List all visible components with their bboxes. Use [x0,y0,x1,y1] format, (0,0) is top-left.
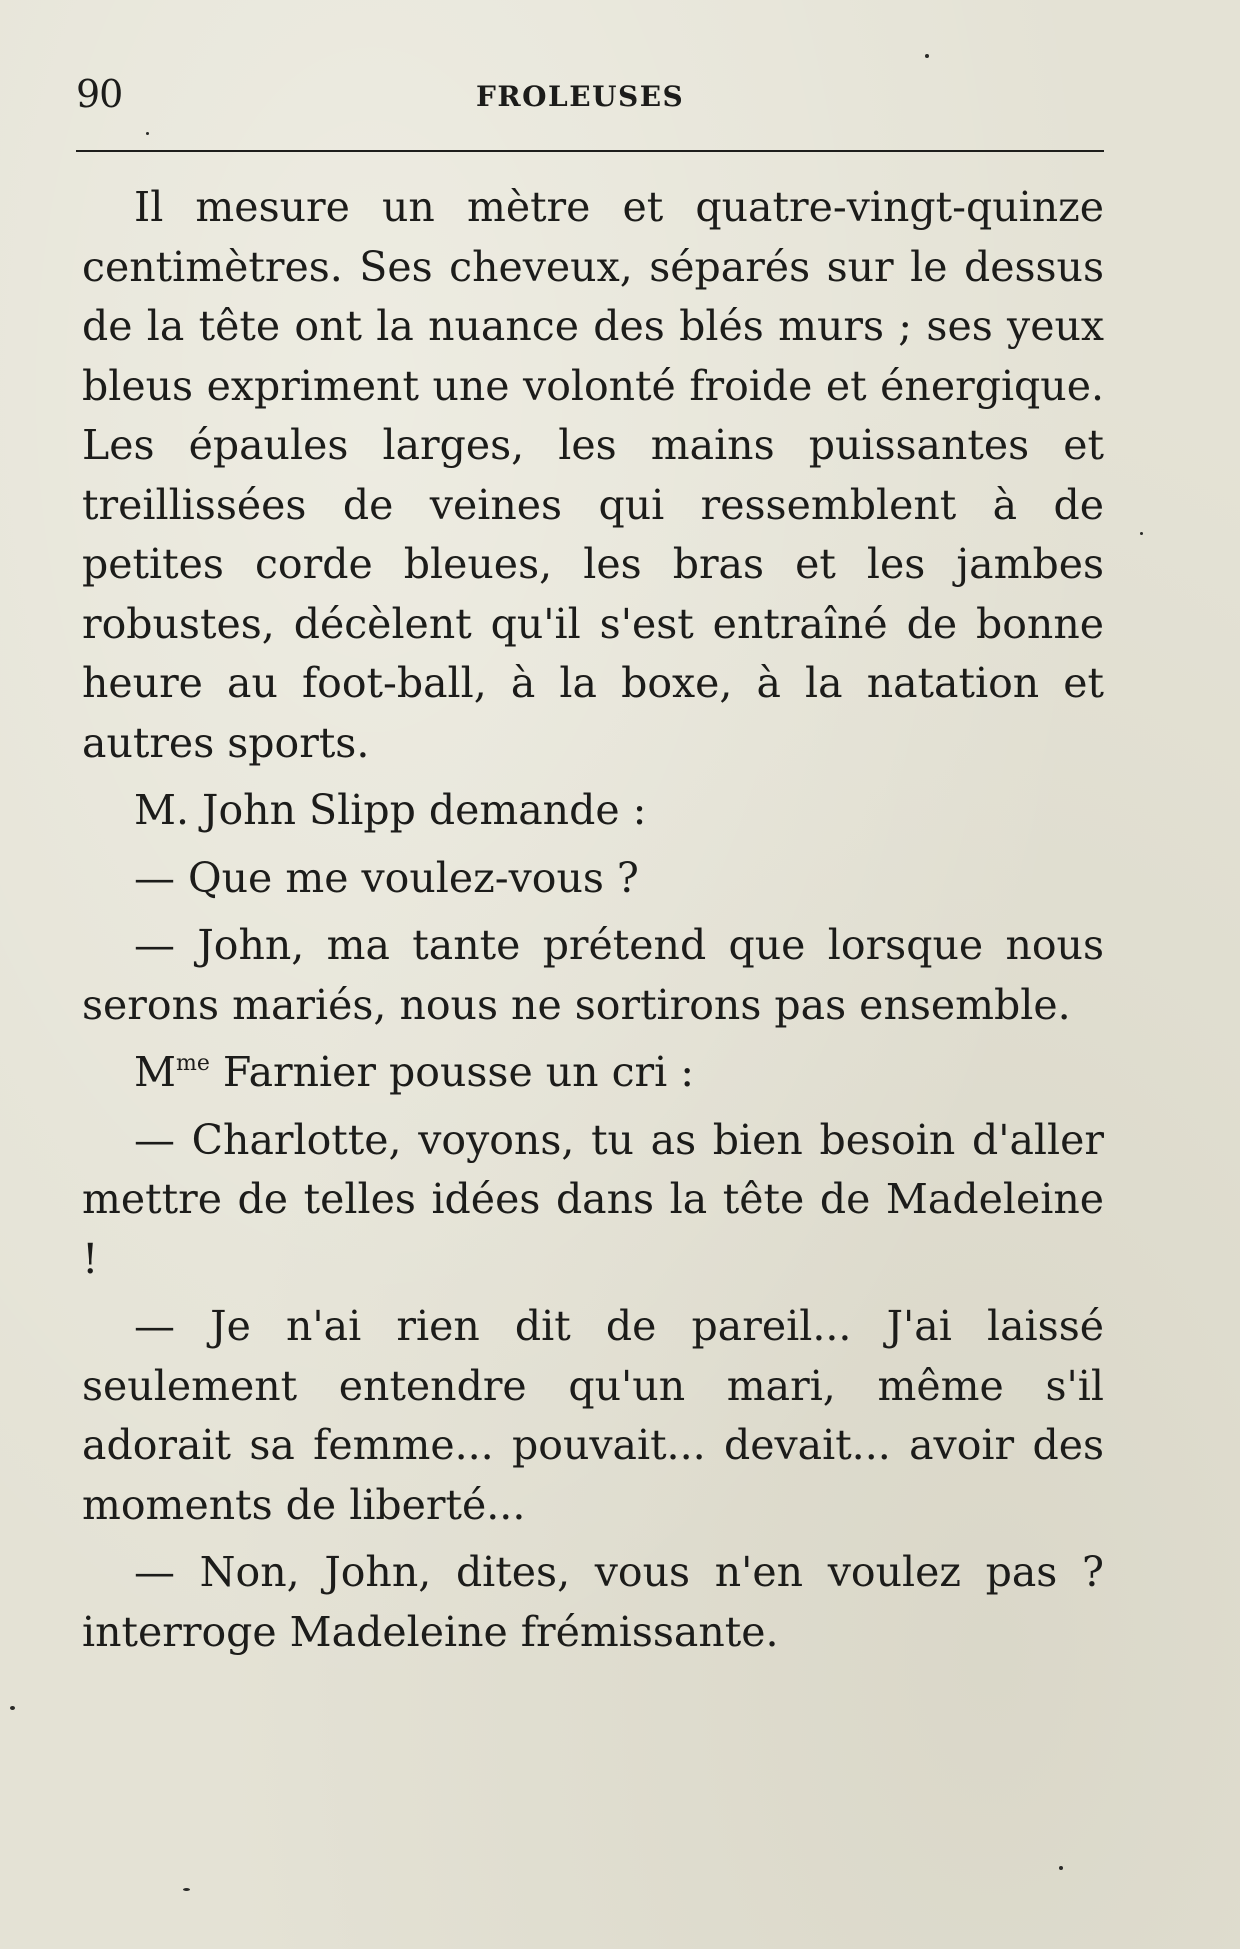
paragraph-dialogue-3: — Charlotte, voyons, tu as bien besoin d'aller mettre de telles idées dans la tête de Madeleine ! [82,1115,1104,1283]
paper-speck [1059,1866,1063,1870]
page-header [76,72,1104,122]
paragraph-dialogue-2: — John, ma tante prétend que lorsque nous serons mariés, nous ne sortirons pas ensemble. [82,921,1104,1029]
paragraph-dialogue-1: — Que me voulez-vous ? [134,853,639,902]
paper-speck [10,1706,15,1710]
page-number: 90 [76,72,123,116]
mme-abbrev: M [134,1048,176,1096]
paragraph-dialogue-5: — Non, John, dites, vous n'en voulez pas ? interroge Madeleine frémissante. [82,1548,1104,1656]
paper-speck [146,132,149,135]
running-title: FROLEUSES [476,80,685,113]
paragraph-description: Il mesure un mètre et quatre-vingt-quinze centimètres. Ses cheveux, séparés sur le dessus de la tête ont la nuance des blés murs ; ses yeux bleus expriment une volonté froide et énergique. Les épaules larges, les mains puissantes et treillissées de veines qui ressemblent à de petites corde bleues, les bras et les jambes robustes, décèlent qu'il s'est entraîné de bonne heure au foot-ball, à la boxe, à la natation et autres sports. [82,183,1104,767]
header-rule [76,150,1104,152]
paragraph-john-asks: M. John Slipp demande : [134,786,647,834]
mme-text: Farnier pousse un cri : [209,1048,695,1096]
body-text [82,178,1104,1670]
paper-speck [925,54,929,58]
paper-speck [183,1888,190,1891]
paragraph-mme-farnier [82,1043,1104,1103]
paragraph-dialogue-4: — Je n'ai rien dit de pareil... J'ai laissé seulement entendre qu'un mari, même s'il adorait sa femme... pouvait... devait... avoir des moments de liberté... [82,1302,1104,1529]
paper-speck [1140,532,1143,535]
mme-superscript: me [175,1051,210,1076]
